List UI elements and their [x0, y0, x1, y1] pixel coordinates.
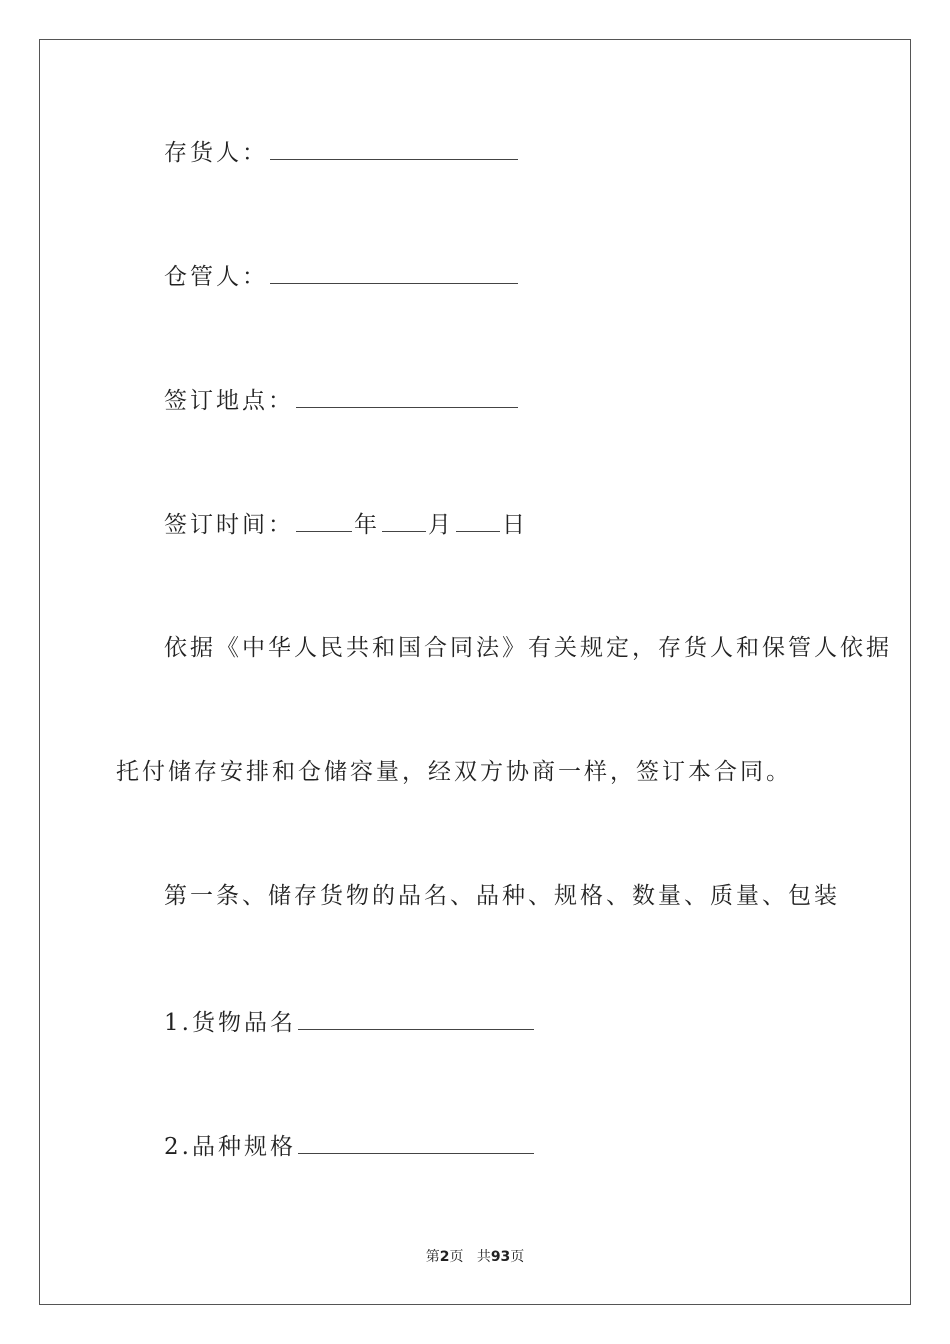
custodian-blank[interactable]: [270, 261, 518, 284]
item-2-label: 2.品种规格: [164, 1134, 296, 1160]
custodian-label: 仓管人：: [164, 264, 268, 290]
day-blank[interactable]: [456, 509, 500, 532]
sign-time-label: 签订时间：: [164, 512, 294, 538]
sign-place-label: 签订地点：: [164, 388, 294, 414]
total-prefix: 共: [476, 1249, 491, 1265]
item-1-line: [164, 1007, 536, 1038]
sign-place-blank[interactable]: [296, 385, 518, 408]
page-suffix: 页: [449, 1249, 464, 1265]
paragraph-line-1: 依据《中华人民共和国合同法》有关规定，存货人和保管人依据: [164, 635, 892, 661]
day-label: 日: [502, 512, 528, 538]
paragraph-line-2: 托付储存安排和仓储容量，经双方协商一样，签订本合同。: [116, 759, 792, 785]
total-suffix: 页: [510, 1249, 525, 1265]
depositor-label: 存货人：: [164, 140, 268, 166]
year-blank[interactable]: [296, 509, 352, 532]
depositor-blank[interactable]: [270, 137, 518, 160]
item-1-label: 1.货物品名: [164, 1010, 296, 1036]
year-label: 年: [354, 512, 380, 538]
page-prefix: 第: [425, 1249, 440, 1265]
month-blank[interactable]: [382, 509, 426, 532]
total-pages: 93: [490, 1249, 511, 1265]
page-footer: [0, 1248, 950, 1266]
article-1-heading: 第一条、储存货物的品名、品种、规格、数量、质量、包装: [164, 883, 840, 909]
item-2-line: [164, 1131, 536, 1162]
page-number: 2: [439, 1249, 450, 1265]
page-border: [39, 39, 911, 1305]
sign-place-line: [164, 385, 520, 416]
month-label: 月: [428, 512, 454, 538]
item-1-blank[interactable]: [298, 1007, 534, 1030]
depositor-line: [164, 137, 520, 168]
custodian-line: [164, 261, 520, 292]
item-2-blank[interactable]: [298, 1131, 534, 1154]
sign-time-line: [164, 509, 528, 540]
